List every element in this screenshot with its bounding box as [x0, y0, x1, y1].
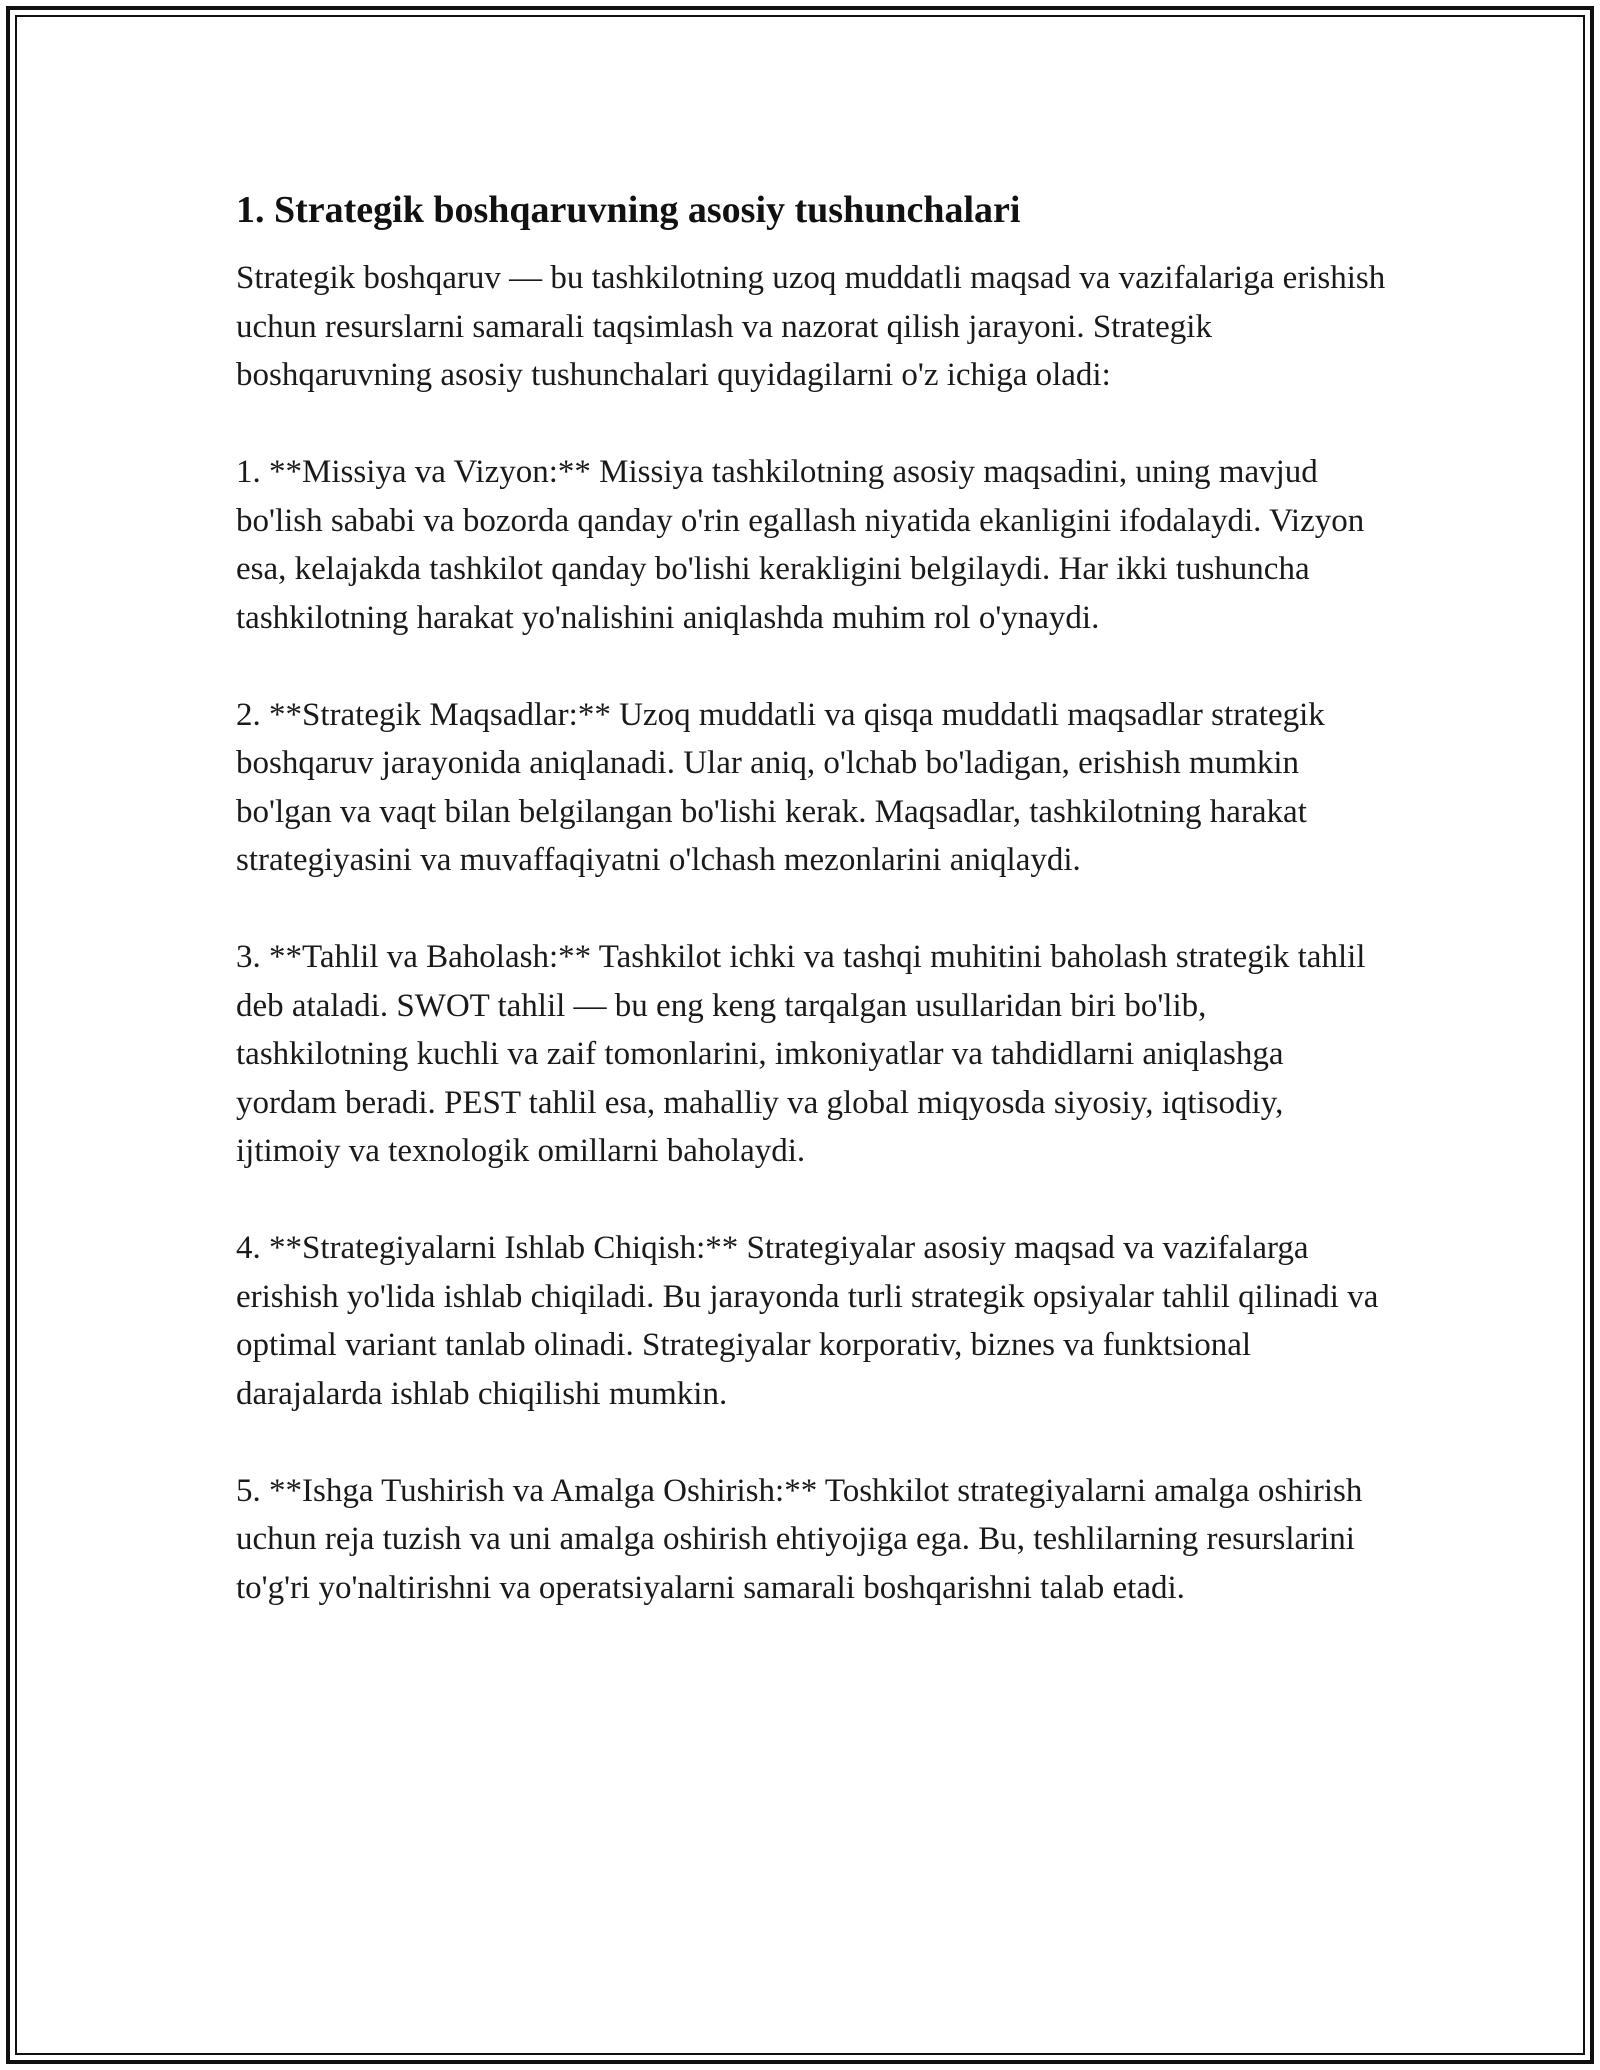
list-item-strategic-goals: 2. **Strategik Maqsadlar:** Uzoq muddatli va qisqa muddatli maqsadlar strategik boshqaruv jarayonida aniqlanadi. Ular aniq, o'lchab bo'ladigan, erishish mumkin bo'lgan va vaqt bilan belgilangan bo'lishi kerak. Maqsadlar, tashkilotning harakat strategiyasini va muvaffaqiyatni o'lchash mezonlarini aniqlaydi.: [236, 696, 1325, 878]
list-item-analysis: 3. **Tahlil va Baholash:** Tashkilot ichki va tashqi muhitini baholash strategik tahlil deb ataladi. SWOT tahlil — bu eng keng tarqalgan usullaridan biri bo'lib, tashkilotning kuchli va zaif tomonlarini, imkoniyatlar va tahdidlarni aniqlashga yordam beradi. PEST tahlil esa, mahalliy va global miqyosda siyosiy, iqtisodiy, ijtimoiy va texnologik omillarni baholaydi.: [236, 939, 1366, 1169]
list-item-implementation: 5. **Ishga Tushirish va Amalga Oshirish:** Toshkilot strategiyalarni amalga oshirish uchun reja tuzish va uni amalga oshirish ehtiyojiga ega. Bu, teshlilarning resurslarini to'g'ri yo'naltirishni va operatsiyalarni samarali boshqarishni talab etadi.: [236, 1472, 1363, 1606]
section-heading: 1. Strategik boshqaruvning asosiy tushunchalari: [236, 189, 1021, 231]
list-item-strategy-development: 4. **Strategiyalarni Ishlab Chiqish:** Strategiyalar asosiy maqsad va vazifalarga erishish yo'lida ishlab chiqiladi. Bu jarayonda turli strategik opsiyalar tahlil qilinadi va optimal variant tanlab olinadi. Strategiyalar korporativ, biznes va funktsional darajalarda ishlab chiqilishi mumkin.: [236, 1230, 1379, 1412]
intro-paragraph: Strategik boshqaruv — bu tashkilotning uzoq muddatli maqsad va vazifalariga erishish uchun resurslarni samarali taqsimlash va nazorat qilish jarayoni. Strategik boshqaruvning asosiy tushunchalari quyidagilarni o'z ichiga oladi:: [236, 260, 1386, 393]
list-item-mission-vision: 1. **Missiya va Vizyon:** Missiya tashkilotning asosiy maqsadini, uning mavjud bo'lish sababi va bozorda qanday o'rin egallash niyatida ekanligini ifodalaydi. Vizyon esa, kelajakda tashkilot qanday bo'lishi kerakligini belgilaydi. Har ikki tushuncha tashkilotning harakat yo'nalishini aniqlashda muhim rol o'ynaydi.: [236, 454, 1365, 636]
document-body: [236, 186, 1386, 1661]
